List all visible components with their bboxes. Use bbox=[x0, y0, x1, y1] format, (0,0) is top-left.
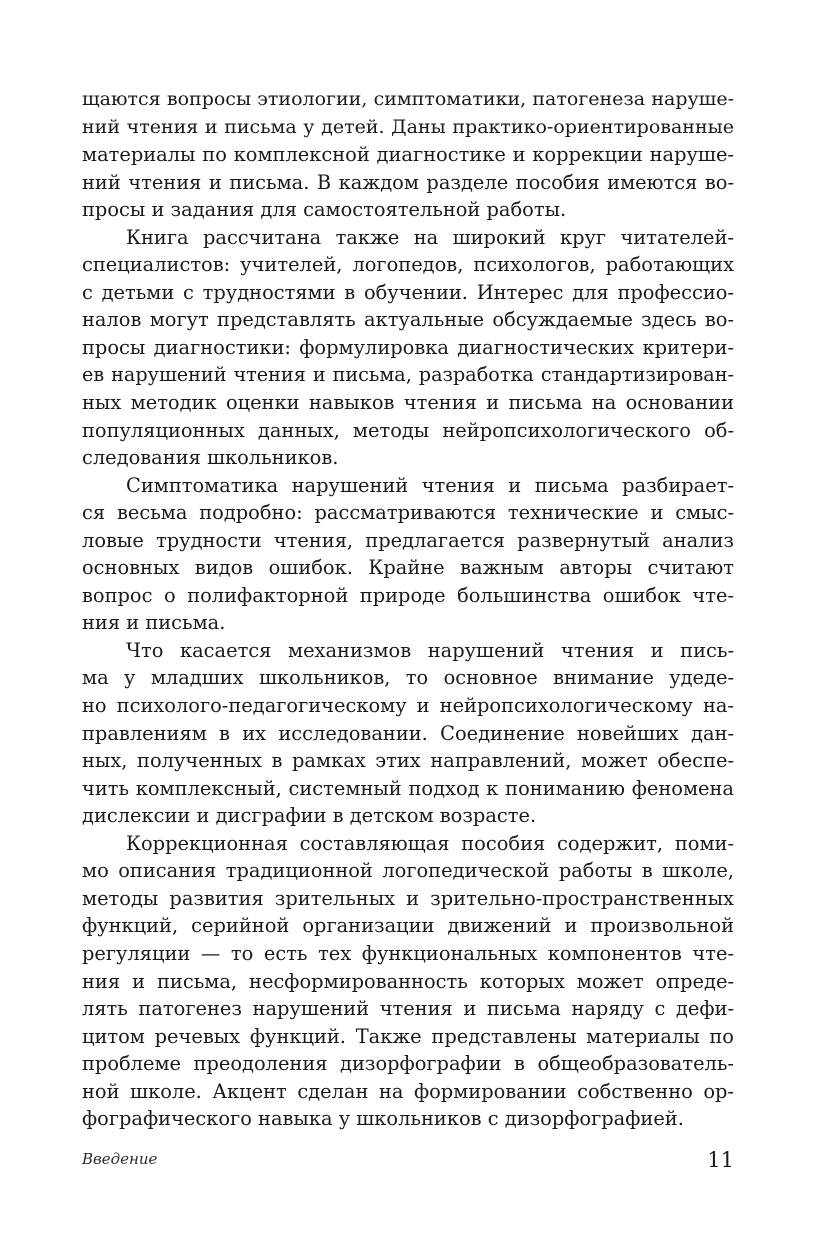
text-line: Коррекционная составляющая пособия содержит, поми- bbox=[126, 831, 734, 855]
text-line: налов могут представлять актуальные обсуждаемые здесь во- bbox=[82, 308, 734, 332]
text-line: но психолого-педагогическому и нейропсихологическому на- bbox=[82, 694, 734, 718]
text-line: методы развития зрительных и зрительно-пространственных bbox=[82, 886, 734, 910]
text-line: ев нарушений чтения и письма, разработка стандартизирован- bbox=[82, 363, 734, 387]
paragraph-3 bbox=[82, 472, 734, 637]
text-line: функций, серийной организации движений и произвольной bbox=[82, 914, 734, 938]
text-line: щаются вопросы этиологии, симптоматики, патогенеза наруше- bbox=[82, 88, 734, 110]
text-line: материалы по комплексной диагностике и коррекции наруше- bbox=[82, 143, 734, 167]
text-line: регуляции — то есть тех функциональных компонентов чте- bbox=[82, 941, 734, 965]
text-line: популяционных данных, методы нейропсихологического об- bbox=[82, 418, 734, 442]
text-line: просы и задания для самостоятельной работы. bbox=[82, 198, 567, 222]
text-line: правлениям в их исследовании. Соединение новейших дан- bbox=[82, 721, 734, 745]
text-line: чить комплексный, системный подход к пониманию феномена bbox=[82, 776, 734, 800]
paragraph-2 bbox=[82, 224, 734, 472]
text-line: ся весьма подробно: рассматриваются технические и смыс- bbox=[82, 501, 734, 525]
text-line: ния и письма. bbox=[82, 611, 226, 635]
running-head: Введение bbox=[82, 1150, 158, 1168]
text-line: Симптоматика нарушений чтения и письма разбирает- bbox=[126, 473, 734, 497]
page-footer bbox=[82, 1148, 734, 1176]
paragraph-1 bbox=[82, 86, 734, 224]
text-line: лять патогенез нарушений чтения и письма наряду с дефи- bbox=[82, 997, 734, 1021]
text-line: дислексии и дисграфии в детском возрасте. bbox=[82, 804, 537, 828]
text-line: мо описания традиционной логопедической работы в школе, bbox=[82, 859, 734, 883]
page-number: 11 bbox=[707, 1148, 734, 1172]
text-line: ных, полученных в рамках этих направлений, может обеспе- bbox=[82, 749, 734, 773]
text-line: ных методик оценки навыков чтения и письма на основании bbox=[82, 391, 734, 415]
text-line: просы диагностики: формулировка диагностических критери- bbox=[82, 335, 734, 359]
paragraph-4 bbox=[82, 637, 734, 830]
text-line: следования школьников. bbox=[82, 446, 339, 470]
text-line: специалистов: учителей, логопедов, психологов, работающих bbox=[82, 253, 734, 277]
text-line: ния и письма, несформированность которых может опреде- bbox=[82, 969, 734, 993]
text-line: ной школе. Акцент сделан на формировании собственно ор- bbox=[82, 1079, 734, 1103]
text-line: ний чтения и письма у детей. Даны практико-ориентированные bbox=[82, 115, 734, 138]
text-line: проблеме преодоления дизорфографии в общеобразователь- bbox=[82, 1052, 734, 1076]
text-line: ма у младших школьников, то основное внимание удеде- bbox=[82, 666, 734, 690]
text-line: Книга рассчитана также на широкий круг читателей- bbox=[126, 225, 734, 249]
text-line: ний чтения и письма. В каждом разделе пособия имеются во- bbox=[82, 170, 734, 194]
body-text bbox=[82, 86, 734, 1133]
text-line: Что касается механизмов нарушений чтения и пись- bbox=[126, 638, 734, 662]
text-line: основных видов ошибок. Крайне важным авторы считают bbox=[82, 556, 734, 580]
text-line: ловые трудности чтения, предлагается развернутый анализ bbox=[82, 528, 734, 552]
text-line: фографического навыка у школьников с дизорфографией. bbox=[82, 1107, 684, 1131]
text-line: с детьми с трудностями в обучении. Интерес для профессио- bbox=[82, 280, 734, 304]
text-line: цитом речевых функций. Также представлены материалы по bbox=[82, 1024, 734, 1048]
paragraph-5 bbox=[82, 830, 734, 1133]
text-line: вопрос о полифакторной природе большинства ошибок чте- bbox=[82, 583, 734, 607]
